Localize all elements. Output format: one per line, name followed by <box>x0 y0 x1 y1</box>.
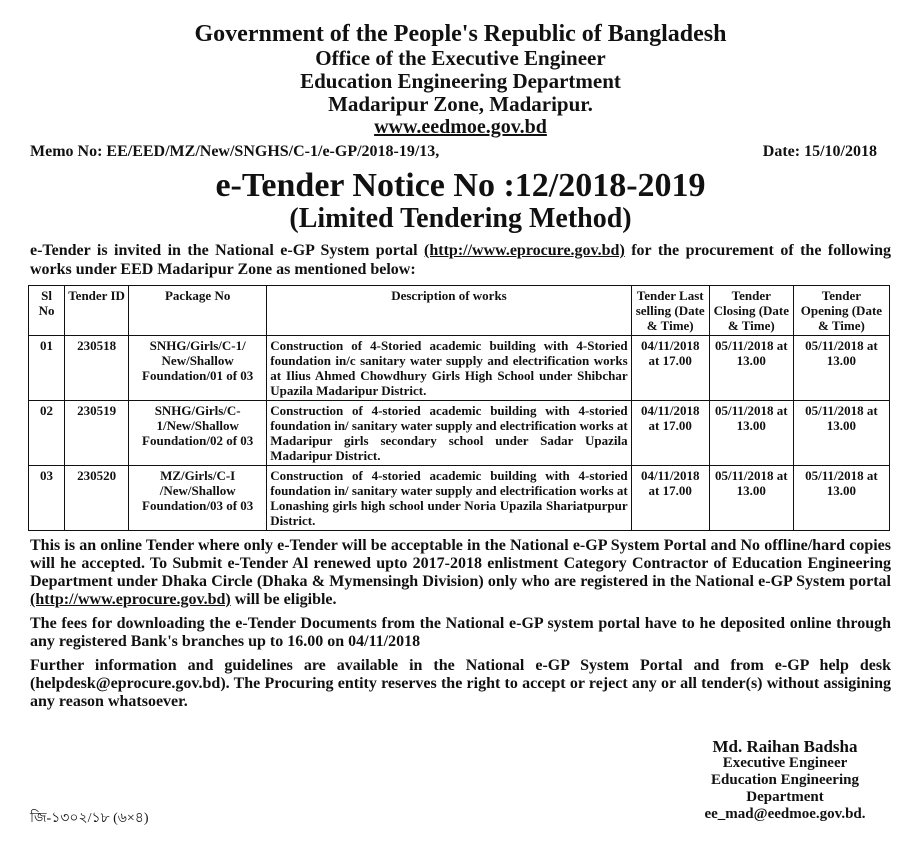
letterhead <box>0 0 921 137</box>
signatory-email[interactable]: ee_mad@eedmoe.gov.bd. <box>704 806 866 822</box>
signatory-designation: Executive Engineer <box>722 755 848 771</box>
cell-selling: 04/11/2018 at 17.00 <box>631 336 709 401</box>
footer-code: জি-১৩০২/১৮ (৬×৪) <box>30 811 149 826</box>
cell-closing: 05/11/2018 at 13.00 <box>709 401 793 466</box>
header-package: Package No <box>129 286 267 336</box>
notice-title: e-Tender Notice No :12/2018-2019 <box>215 167 706 204</box>
memo-date: Date: 15/10/2018 <box>762 143 877 160</box>
memo-row <box>30 143 877 161</box>
signatory-department-line2: Department <box>746 789 824 805</box>
intro-text-end: for the procurement of the following works under EED Madaripur Zone as mentioned below: <box>30 242 891 278</box>
intro-paragraph <box>30 241 891 279</box>
cell-selling: 04/11/2018 at 17.00 <box>631 401 709 466</box>
online-text-start: This is an online Tender where only e-Tender will be acceptable in the National e-GP System Portal and No offline/hard copies will he accepted. To Submit e-Tender Al renewed upto 2017-2018 enlistment Category Contractor of Education Engineering Department under Dhaka Circle (Dhaka & Mymensingh Division) only who are registered in the National e-GP System portal <box>30 537 891 590</box>
signatory-name: Md. Raihan Badsha <box>712 737 858 756</box>
cell-description: Construction of 4-storied academic building with 4-storied foundation in/ sanitary water supply and electrification works at Madaripur girls secondary school under Sadar Upazila Madaripur District. <box>267 401 631 466</box>
tender-table <box>28 285 890 531</box>
header-selling: Tender Last selling (Date & Time) <box>631 286 709 336</box>
cell-opening: 05/11/2018 at 13.00 <box>793 466 889 531</box>
cell-selling: 04/11/2018 at 17.00 <box>631 466 709 531</box>
table-row <box>29 336 890 401</box>
cell-closing: 05/11/2018 at 13.00 <box>709 336 793 401</box>
cell-tender-id: 230518 <box>65 336 129 401</box>
notice-subtitle: (Limited Tendering Method) <box>289 203 632 234</box>
memo-number: Memo No: EE/EED/MZ/New/SNGHS/C-1/e-GP/2018-19/13, <box>30 143 440 160</box>
zone-name: Madaripur Zone, Madaripur. <box>328 92 593 116</box>
fees-paragraph: The fees for downloading the e-Tender Documents from the National e-GP system portal have to he deposited online through any registered Bank's branches up to 16.00 on 04/11/2018 <box>30 615 891 650</box>
signature-block <box>685 738 885 823</box>
cell-description: Construction of 4-Storied academic building with 4-Storied foundation in/c sanitary water supply and electrification works at Ilius Ahmed Chowdhury Girls High School under Shibchar Upazila Madaripur District. <box>267 336 631 401</box>
header-description: Description of works <box>267 286 631 336</box>
header-opening: Tender Opening (Date & Time) <box>793 286 889 336</box>
online-tender-paragraph <box>30 537 891 609</box>
cell-closing: 05/11/2018 at 13.00 <box>709 466 793 531</box>
office-name: Office of the Executive Engineer <box>315 46 606 70</box>
eprocure-link[interactable]: (http://www.eprocure.gov.bd) <box>424 242 625 259</box>
cell-tender-id: 230519 <box>65 401 129 466</box>
signatory-department-line1: Education Engineering <box>711 772 859 788</box>
cell-package: SNHG/Girls/C-1/ New/Shallow Foundation/01 of 03 <box>129 336 267 401</box>
header-tender-id: Tender ID <box>65 286 129 336</box>
department-name: Education Engineering Department <box>300 69 621 93</box>
cell-description: Construction of 4-storied academic building with 4-storied foundation in/ sanitary water supply and electrification works at Lonashing girls high school under Noria Upazila Shariatpurpur District. <box>267 466 631 531</box>
table-row <box>29 466 890 531</box>
cell-sl: 02 <box>29 401 65 466</box>
cell-opening: 05/11/2018 at 13.00 <box>793 336 889 401</box>
cell-sl: 03 <box>29 466 65 531</box>
eprocure-link-2[interactable]: (http://www.eprocure.gov.bd) <box>30 591 231 608</box>
cell-sl: 01 <box>29 336 65 401</box>
further-info-paragraph: Further information and guidelines are available in the National e-GP System Portal and from e-GP help desk (helpdesk@eprocure.gov.bd). The Procuring entity reserves the right to accept or reject any or all tender(s) without assigining any reason whatsoever. <box>30 657 891 710</box>
header-closing: Tender Closing (Date & Time) <box>709 286 793 336</box>
cell-package: MZ/Girls/C-I /New/Shallow Foundation/03 of 03 <box>129 466 267 531</box>
website-link[interactable]: www.eedmoe.gov.bd <box>374 116 547 138</box>
online-text-end: will be eligible. <box>230 591 337 608</box>
cell-opening: 05/11/2018 at 13.00 <box>793 401 889 466</box>
table-row <box>29 401 890 466</box>
intro-text-start: e-Tender is invited in the National e-GP System portal <box>30 242 425 259</box>
header-sl: Sl No <box>29 286 65 336</box>
government-title: Government of the People's Republic of Bangladesh <box>194 21 727 47</box>
cell-package: SNHG/Girls/C-1/New/Shallow Foundation/02 of 03 <box>129 401 267 466</box>
table-header-row <box>29 286 890 336</box>
cell-tender-id: 230520 <box>65 466 129 531</box>
